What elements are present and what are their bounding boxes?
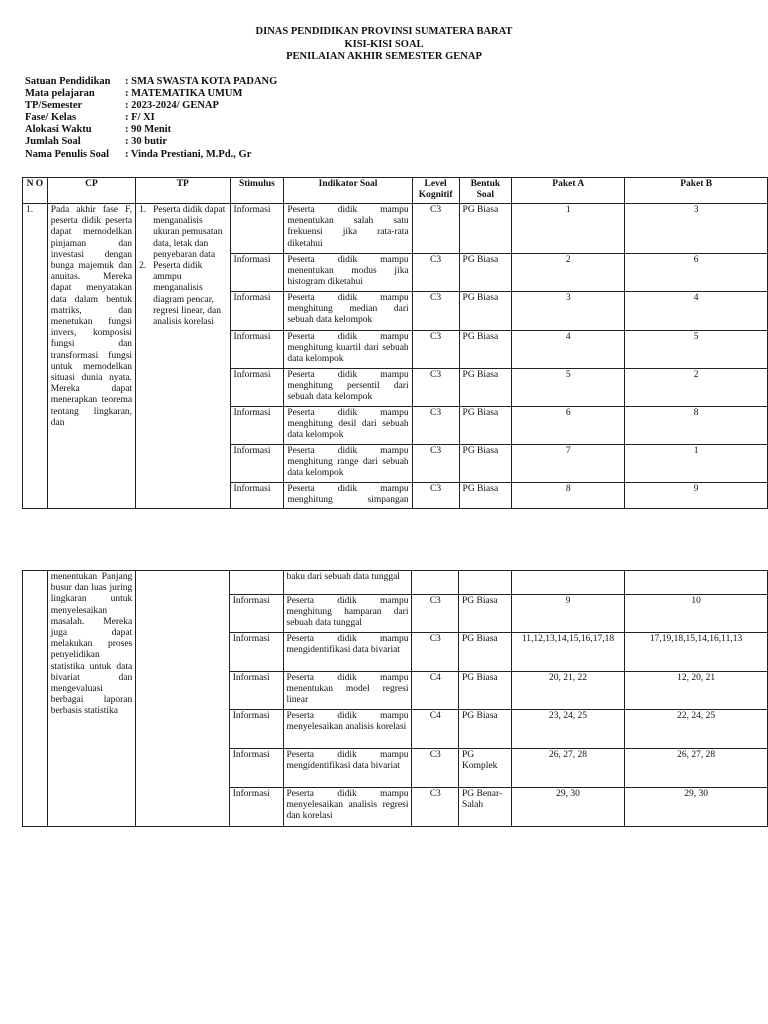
indikator-cell: Peserta didik mampu menghitung desil dari sebuah data kelompok xyxy=(284,407,412,445)
paket-b-cell: 8 xyxy=(625,407,768,445)
tp-number: 2. xyxy=(139,261,147,272)
level-cell: C3 xyxy=(412,595,459,633)
paket-b-cell: 26, 27, 28 xyxy=(625,749,768,788)
level-cell: C4 xyxy=(412,710,459,749)
paket-a-cell: 2 xyxy=(512,254,625,292)
paket-b-cell: 4 xyxy=(625,292,768,331)
row-number-continued xyxy=(23,571,48,827)
stimulus-cell: Informasi xyxy=(230,369,284,407)
level-cell: C3 xyxy=(412,331,459,369)
paket-b-cell: 3 xyxy=(625,204,768,254)
stimulus-cell: Informasi xyxy=(229,710,283,749)
stimulus-cell: Informasi xyxy=(230,407,284,445)
stimulus-cell: Informasi xyxy=(230,292,284,331)
tp-list xyxy=(139,205,226,328)
info-row xyxy=(25,88,277,100)
paket-a-cell: 8 xyxy=(512,483,625,509)
info-row xyxy=(25,136,277,148)
heading-agency: DINAS PENDIDIKAN PROVINSI SUMATERA BARAT xyxy=(255,26,513,37)
indikator-cell: Peserta didik mampu menghitung median dari sebuah data kelompok xyxy=(284,292,412,331)
bentuk-cell: PG Biasa xyxy=(459,292,512,331)
level-cell: C3 xyxy=(412,254,459,292)
indikator-cell: Peserta didik mampu menghitung hamparan dari sebuah data tunggal xyxy=(283,595,412,633)
indikator-cell: Peserta didik mampu menentukan modus jika histogram diketahui xyxy=(284,254,412,292)
level-cell: C3 xyxy=(412,407,459,445)
col-no: N O xyxy=(23,178,48,204)
paket-a-cell: 29, 30 xyxy=(511,788,624,827)
paket-a-cell xyxy=(511,571,624,595)
bentuk-cell: PG Biasa xyxy=(459,204,512,254)
stimulus-cell: Informasi xyxy=(230,445,284,483)
bentuk-cell: PG Komplek xyxy=(458,749,511,788)
info-label: TP/Semester xyxy=(25,100,83,112)
paket-b-cell: 9 xyxy=(625,483,768,509)
indikator-cell: Peserta didik mampu menghitung simpangan xyxy=(284,483,412,509)
indikator-cell: Peserta didik mampu menyelesaikan analisis korelasi xyxy=(283,710,412,749)
info-value: : 30 butir xyxy=(125,136,167,148)
bentuk-cell: PG Biasa xyxy=(458,633,511,672)
level-cell: C3 xyxy=(412,633,459,672)
info-row xyxy=(25,124,277,136)
col-cp: CP xyxy=(47,178,135,204)
bentuk-cell xyxy=(458,571,511,595)
info-value: : MATEMATIKA UMUM xyxy=(125,88,243,100)
bentuk-cell: PG Biasa xyxy=(459,254,512,292)
cp-text: Pada akhir fase F, peserta didik peserta dapat memodelkan pinjaman dan investasi dengan bunga majemuk dan anuitas. Mereka dapat menyatakan data dalam bentuk matriks, dan menetukan fungsi invers, komposisi fungsi dan transformasi fungsi untuk memodelkan situasi dunia nyata. Mereka dapat menerapkan teorema tentang lingkaran, dan xyxy=(47,204,135,509)
paket-b-cell: 5 xyxy=(625,331,768,369)
info-value: : Vinda Prestiani, M.Pd., Gr xyxy=(125,148,252,160)
info-label: Alokasi Waktu xyxy=(25,124,92,136)
paket-a-cell: 11,12,13,14,15,16,17,18 xyxy=(511,633,624,672)
col-bentuk: Bentuk Soal xyxy=(459,178,512,204)
indikator-cell: Peserta didik mampu mengidentifikasi data bivariat xyxy=(283,749,412,788)
paket-b-cell xyxy=(625,571,768,595)
level-cell: C3 xyxy=(412,369,459,407)
info-value: : 2023-2024/ GENAP xyxy=(125,100,219,112)
paket-a-cell: 5 xyxy=(512,369,625,407)
paket-b-cell: 17,19,18,15,14,16,11,13 xyxy=(625,633,768,672)
level-cell: C3 xyxy=(412,483,459,509)
col-tp: TP xyxy=(136,178,230,204)
identity-block xyxy=(25,76,277,161)
indikator-cell: Peserta didik mampu menentukan salah satu frekuensi jika rata-rata diketahui xyxy=(284,204,412,254)
tp-item xyxy=(139,261,226,328)
tp-cell-continued xyxy=(136,571,229,827)
info-label: Fase/ Kelas xyxy=(25,112,77,124)
paket-a-cell: 1 xyxy=(512,204,625,254)
indikator-cell: Peserta didik mampu menghitung range dari sebuah data kelompok xyxy=(284,445,412,483)
bentuk-cell: PG Benar-Salah xyxy=(458,788,511,827)
heading-title: KISI-KISI SOAL xyxy=(344,38,424,50)
grid-table-page-2 xyxy=(22,570,768,827)
stimulus-cell: Informasi xyxy=(229,788,283,827)
tp-text: Peserta didik ammpu menganalisis diagram pencar, regresi linear, dan analisis korelasi xyxy=(153,261,221,328)
level-cell: C3 xyxy=(412,788,459,827)
paket-b-cell: 12, 20, 21 xyxy=(625,672,768,710)
info-label: Mata pelajaran xyxy=(25,88,95,100)
bentuk-cell: PG Biasa xyxy=(459,369,512,407)
stimulus-cell: Informasi xyxy=(229,595,283,633)
paket-a-cell: 9 xyxy=(511,595,624,633)
stimulus-cell xyxy=(229,571,283,595)
paket-a-cell: 3 xyxy=(512,292,625,331)
paket-a-cell: 4 xyxy=(512,331,625,369)
info-row xyxy=(25,112,277,124)
paket-a-cell: 6 xyxy=(512,407,625,445)
level-cell: C3 xyxy=(412,204,459,254)
bentuk-cell: PG Biasa xyxy=(459,445,512,483)
stimulus-cell: Informasi xyxy=(229,633,283,672)
bentuk-cell: PG Biasa xyxy=(458,672,511,710)
stimulus-cell: Informasi xyxy=(230,254,284,292)
row-number: 1. xyxy=(23,204,48,509)
paket-a-cell: 7 xyxy=(512,445,625,483)
cp-text-continued: menentukan Panjang busur dan luas juring lingkaran untuk menyelesaikan masalah. Mereka juga dapat melakukan proses penyelidikan statistika untuk data bivariat dan mengevaluasi berbagai laporan berbasis statistika xyxy=(47,571,136,827)
col-paket-a: Paket A xyxy=(512,178,625,204)
info-label: Satuan Pendidikan xyxy=(25,76,111,87)
paket-b-cell: 29, 30 xyxy=(625,788,768,827)
col-paket-b: Paket B xyxy=(625,178,768,204)
info-label: Jumlah Soal xyxy=(25,136,81,148)
stimulus-cell: Informasi xyxy=(229,672,283,710)
indikator-cell: Peserta didik mampu menghitung persentil dari sebuah data kelompok xyxy=(284,369,412,407)
indikator-cell: Peserta didik mampu menentukan model regresi linear xyxy=(283,672,412,710)
level-cell: C3 xyxy=(412,749,459,788)
tp-item xyxy=(139,205,226,261)
table-row xyxy=(23,571,768,595)
bentuk-cell: PG Biasa xyxy=(458,595,511,633)
document-heading xyxy=(0,26,768,64)
info-value: : SMA SWASTA KOTA PADANG xyxy=(125,76,278,87)
stimulus-cell: Informasi xyxy=(230,204,284,254)
indikator-cell: Peserta didik mampu menyelesaikan analisis regresi dan korelasi xyxy=(283,788,412,827)
level-cell: C3 xyxy=(412,292,459,331)
bentuk-cell: PG Biasa xyxy=(459,407,512,445)
paket-b-cell: 2 xyxy=(625,369,768,407)
info-value: : 90 Menit xyxy=(125,124,172,136)
col-indikator: Indikator Soal xyxy=(284,178,412,204)
info-row xyxy=(25,149,277,161)
tp-cell xyxy=(136,204,230,509)
level-cell: C4 xyxy=(412,672,459,710)
grid-table-page-1 xyxy=(22,177,768,509)
bentuk-cell: PG Biasa xyxy=(458,710,511,749)
col-stimulus: Stimulus xyxy=(230,178,284,204)
tp-number: 1. xyxy=(139,205,147,215)
indikator-cell: Peserta didik mampu mengidentifikasi data bivariat xyxy=(283,633,412,672)
stimulus-cell: Informasi xyxy=(229,749,283,788)
bentuk-cell: PG Biasa xyxy=(459,483,512,509)
tp-text: Peserta didik dapat menganalisis ukuran pemusatan data, letak dan penyebaran data xyxy=(153,205,226,260)
paket-b-cell: 6 xyxy=(625,254,768,292)
paket-a-cell: 20, 21, 22 xyxy=(511,672,624,710)
info-value: : F/ XI xyxy=(125,112,155,124)
info-row xyxy=(25,76,277,88)
paket-b-cell: 1 xyxy=(625,445,768,483)
info-row xyxy=(25,100,277,112)
table-row xyxy=(23,204,768,254)
bentuk-cell: PG Biasa xyxy=(459,331,512,369)
paket-b-cell: 22, 24, 25 xyxy=(625,710,768,749)
stimulus-cell: Informasi xyxy=(230,331,284,369)
level-cell: C3 xyxy=(412,445,459,483)
table-header-row xyxy=(23,178,768,204)
indikator-cell: Peserta didik mampu menghitung kuartil dari sebuah data kelompok xyxy=(284,331,412,369)
info-label: Nama Penulis Soal xyxy=(25,148,110,160)
paket-a-cell: 23, 24, 25 xyxy=(511,710,624,749)
paket-b-cell: 10 xyxy=(625,595,768,633)
heading-subtitle: PENILAIAN AKHIR SEMESTER GENAP xyxy=(286,51,482,63)
col-level: Level Kognitif xyxy=(412,178,459,204)
stimulus-cell: Informasi xyxy=(230,483,284,509)
paket-a-cell: 26, 27, 28 xyxy=(511,749,624,788)
indikator-cell: baku dari sebuah data tunggal xyxy=(283,571,412,595)
level-cell xyxy=(412,571,459,595)
